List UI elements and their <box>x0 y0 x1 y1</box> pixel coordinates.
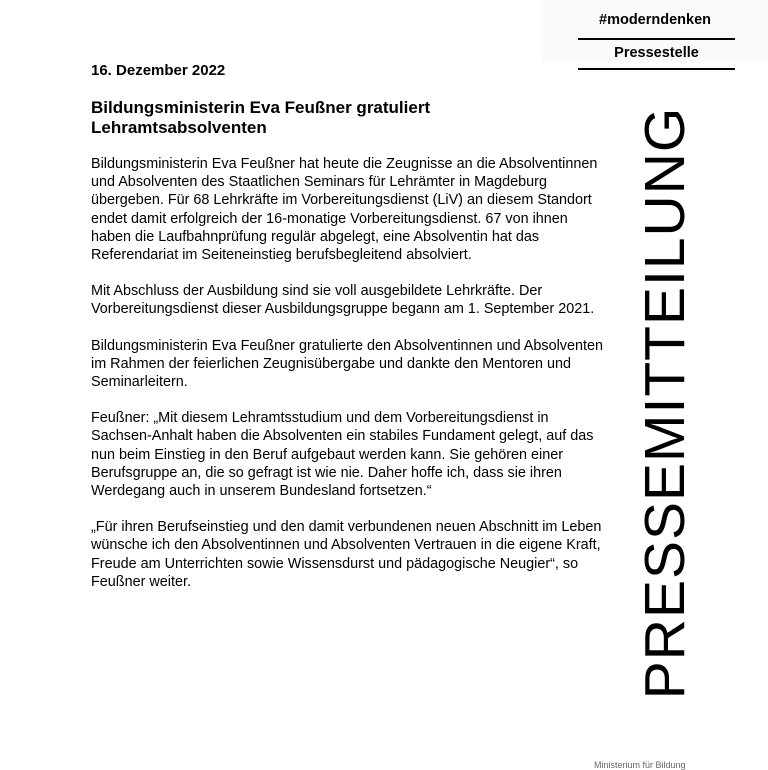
vertical-label-area <box>620 96 710 710</box>
vertical-press-release-label: PRESSEMITTEILUNG <box>633 106 697 700</box>
header-rule-top <box>578 38 735 40</box>
header-rule-bottom <box>578 68 735 70</box>
press-release-headline: Bildungsministerin Eva Feußner gratuliert Lehramtsabsolventen <box>91 98 431 137</box>
body-paragraph-5: „Für ihren Berufseinstieg und den damit verbundenen neuen Abschnitt im Leben wünsche ich den Absolventinnen und Absolventen Vertrauen in die eigene Kraft, Freude am Unterrichten sowie Wissensdurst und pädagogische Neugier“, so Feußner weiter. <box>91 519 602 590</box>
body-paragraph-3: Bildungsministerin Eva Feußner gratulierte den Absolventinnen und Absolventen im Rahmen der feierlichen Zeugnisübergabe und dankte den Mentoren und Seminarleitern. <box>91 337 603 391</box>
body-paragraph-2: Mit Abschluss der Ausbildung sind sie voll ausgebildete Lehrkräfte. Der Vorbereitungsdienst dieser Ausbildungsgruppe begann am 1. September 2021. <box>91 283 595 318</box>
body-paragraph-1: Bildungsministerin Eva Feußner hat heute die Zeugnisse an die Absolventinnen und Absolventen des Staatlichen Seminars für Lehrämter in Magdeburg übergeben. Für 68 Lehrkräfte im Vorbereitungsdienst (LiV) an diesem Standort endet damit erfolgreich der 16-monatige Vorbereitungsdienst. 67 von ihnen haben die Laufbahnprüfung regulär abgelegt, eine Absolventin hat das Referendariat im Seiteneinstieg berufsbegleitend absolviert. <box>91 156 598 264</box>
article-body <box>91 155 606 609</box>
release-date: 16. Dezember 2022 <box>91 62 226 79</box>
press-office-label: Pressestelle <box>614 45 699 61</box>
hashtag-label: #moderndenken <box>599 12 711 28</box>
body-paragraph-4: Feußner: „Mit diesem Lehramtsstudium und dem Vorbereitungsdienst in Sachsen-Anhalt haben die Absolventen ein stabiles Fundament gelegt, auf das nun beim Einstieg in den Beruf aufgebaut werden kann. Sie gehören einer Berufsgruppe an, die so gefragt ist wie nie. Daher hoffe ich, dass sie ihren Werdegang auch in unserem Bundesland fortsetzen.“ <box>91 410 594 500</box>
footer-partial-text: Ministerium für Bildung <box>594 760 686 770</box>
